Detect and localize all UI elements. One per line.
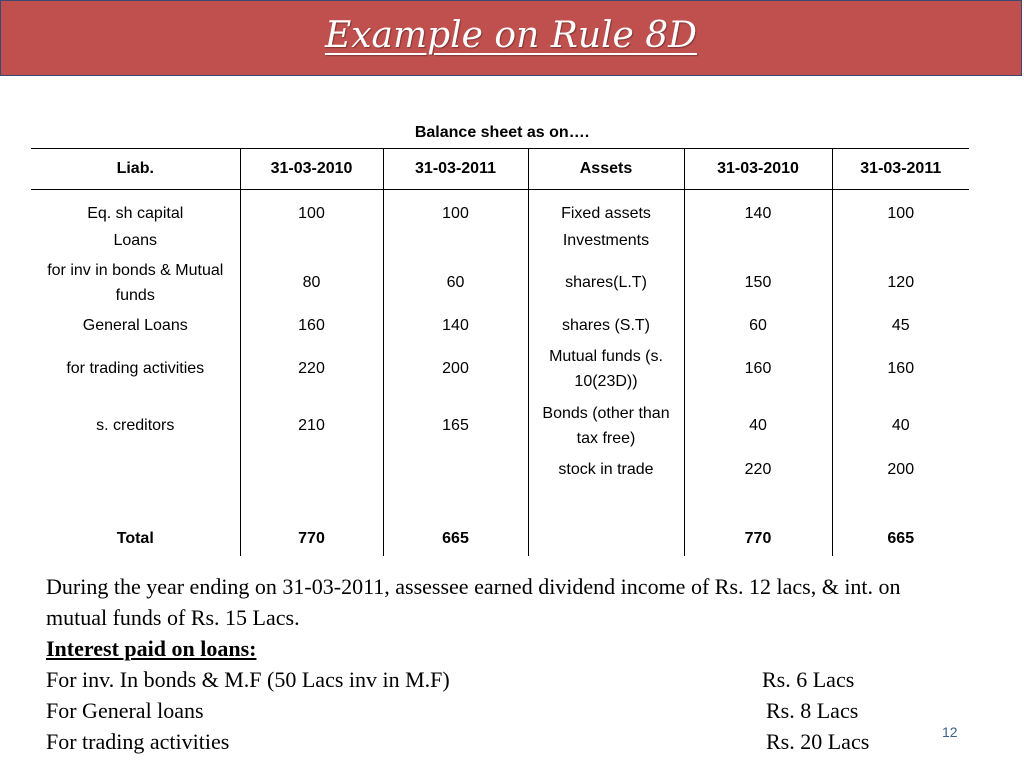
table-cell: General Loans	[82, 316, 188, 334]
interest-label: For General loans	[46, 698, 204, 723]
table-total-row	[31, 522, 969, 556]
header-assets-2011: 31-03-2011	[832, 149, 969, 190]
table-cell: 60	[684, 312, 832, 340]
interest-amount: Rs. 20 Lacs	[766, 729, 870, 754]
table-cell: Eq. sh capital	[87, 204, 184, 222]
table-cell: 60	[383, 254, 528, 312]
header-assets: Assets	[528, 149, 684, 190]
table-cell: 100	[383, 190, 528, 228]
balance-sheet-table	[31, 148, 969, 556]
table-cell: shares (S.T)	[528, 312, 684, 340]
interest-label: For inv. In bonds & M.F (50 Lacs inv in M.F)	[46, 667, 450, 692]
table-cell	[383, 228, 528, 254]
header-assets-2010: 31-03-2010	[684, 149, 832, 190]
notes-paragraph: During the year ending on 31-03-2011, assessee earned dividend income of Rs. 12 lacs, & int. on mutual funds of Rs. 15 Lacs.	[46, 574, 901, 630]
table-cell	[31, 454, 240, 486]
table-cell: 665	[832, 522, 969, 556]
interest-label: For trading activities	[46, 729, 230, 754]
table-cell: Bonds (other than tax free)	[528, 398, 684, 454]
table-cell: Loans	[113, 231, 158, 249]
interest-line	[46, 664, 946, 695]
table-cell	[240, 228, 383, 254]
notes-section	[46, 571, 946, 757]
table-cell: 665	[383, 522, 528, 556]
interest-amount: Rs. 8 Lacs	[766, 698, 859, 723]
table-cell	[240, 486, 383, 522]
interest-amount: Rs. 6 Lacs	[762, 667, 855, 692]
slide-number: 12	[942, 724, 958, 740]
table-cell: Fixed assets	[528, 190, 684, 228]
table-cell: 165	[383, 398, 528, 454]
table-cell	[383, 454, 528, 486]
table-cell	[383, 486, 528, 522]
table-cell: 220	[684, 454, 832, 486]
table-cell: Total	[116, 529, 154, 547]
header-liabilities: Liab.	[31, 149, 240, 190]
table-cell	[240, 454, 383, 486]
table-header-row	[31, 149, 969, 190]
table-cell: 770	[684, 522, 832, 556]
table-cell: s. creditors	[96, 416, 175, 434]
table-cell: 40	[684, 398, 832, 454]
table-cell	[31, 486, 240, 522]
table-cell: 160	[684, 340, 832, 398]
table-cell: 100	[832, 190, 969, 228]
table-cell: 160	[240, 312, 383, 340]
title-bar	[0, 0, 1022, 76]
table-cell: 200	[832, 454, 969, 486]
table-cell	[832, 486, 969, 522]
table-cell: 150	[684, 254, 832, 312]
table-row	[31, 398, 969, 454]
table-cell: 40	[832, 398, 969, 454]
table-cell: 210	[240, 398, 383, 454]
table-row	[31, 486, 969, 522]
table-cell	[832, 228, 969, 254]
table-cell: for trading activities	[66, 359, 205, 377]
table-row	[31, 190, 969, 228]
table-cell: shares(L.T)	[528, 254, 684, 312]
table-cell	[684, 486, 832, 522]
header-liab-2011: 31-03-2011	[383, 149, 528, 190]
interest-line	[46, 726, 946, 757]
table-cell: stock in trade	[528, 454, 684, 486]
table-row	[31, 454, 969, 486]
table-cell	[528, 522, 684, 556]
table-caption: Balance sheet as on….	[414, 124, 590, 141]
table-cell: 80	[240, 254, 383, 312]
table-cell: 140	[684, 190, 832, 228]
table-cell: 160	[832, 340, 969, 398]
table-cell: 770	[240, 522, 383, 556]
table-cell: 140	[383, 312, 528, 340]
table-row	[31, 254, 969, 312]
table-cell: for inv in bonds & Mutual funds	[47, 261, 224, 304]
table-cell	[528, 486, 684, 522]
interest-heading: Interest paid on loans:	[46, 636, 257, 661]
table-row	[31, 312, 969, 340]
table-cell: 120	[832, 254, 969, 312]
table-cell: 200	[383, 340, 528, 398]
table-cell	[684, 228, 832, 254]
table-cell: Mutual funds (s. 10(23D))	[528, 340, 684, 398]
table-cell: 45	[832, 312, 969, 340]
table-row	[31, 340, 969, 398]
interest-line	[46, 695, 946, 726]
header-liab-2010: 31-03-2010	[240, 149, 383, 190]
table-cell: 100	[240, 190, 383, 228]
table-cell: Investments	[528, 228, 684, 254]
table-cell: 220	[240, 340, 383, 398]
slide-title: Example on Rule 8D	[324, 15, 698, 56]
table-row	[31, 228, 969, 254]
